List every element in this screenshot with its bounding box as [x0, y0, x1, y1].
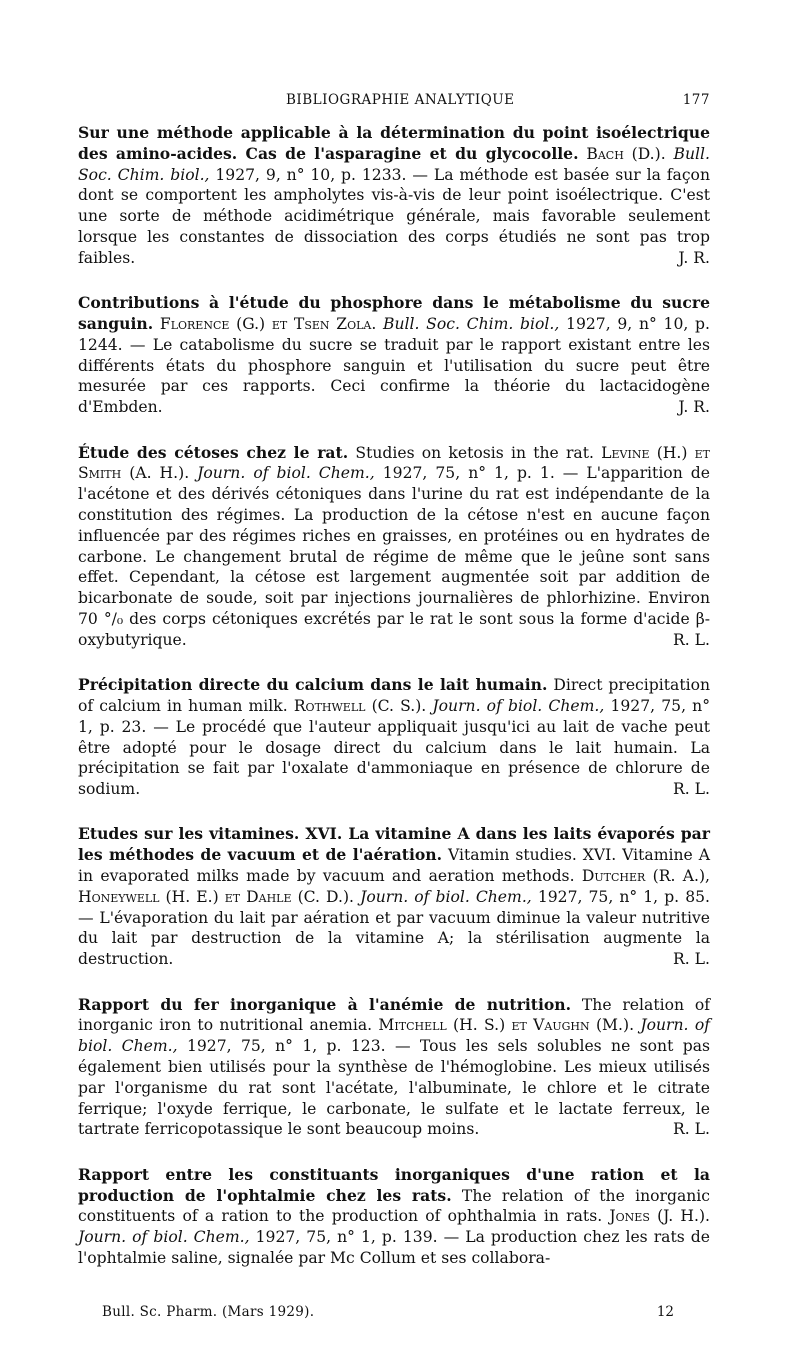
entry-abstract: — L'apparition de l'acétone et des dérivés cétoniques dans l'urine du rat est indépendante de la constitution des régimes. La production de la cétose n'est en aucune façon influencée par des régimes riches en graisses, en protéines ou en hydrates de carbone. Le changement brutal de régime de même que le jeûne sont sans effet. Cependant, la cétose est largement augmentée soit par addition de bicarbonate de soude, soit par injections journalières de phlorhizine. Environ 70 °/₀ des corps cétoniques excrétés par le rat le sont sous la forme d'acide β-oxybutyrique.	[78, 464, 710, 649]
entry-journal: Bull. Soc. Chim. biol.,	[383, 314, 560, 333]
entry-author: Florence (G.) et Tsen Zola.	[159, 314, 377, 333]
page-number: 177	[682, 92, 710, 108]
entry-english-title: Studies on ketosis in the rat.	[355, 443, 594, 462]
entry-title: Rapport du fer inorganique à l'anémie de nutrition.	[78, 994, 572, 1014]
entry-journal: Bull. Soc. Chim. biol.,	[78, 144, 710, 184]
entry-initials: R. L.	[673, 1120, 710, 1139]
bibliography-entry	[78, 123, 710, 269]
entry-reference: 1927, 75, n° 1, p. 139.	[255, 1228, 438, 1247]
entry-author: Mitchell (H. S.) et Vaughn (M.).	[378, 1016, 635, 1035]
entry-author: Jones (J. H.).	[609, 1207, 710, 1226]
entry-english-title: The relation of the inorganic constituents of a ration to the production of ophthalmia in rats.	[78, 1186, 711, 1226]
entry-author: Bach (D.).	[586, 144, 666, 163]
entry-initials: J. R.	[678, 398, 710, 417]
entry-initials: J. R.	[678, 248, 710, 267]
entry-journal: Journ. of biol. Chem.,	[360, 887, 532, 906]
entry-author: Dutcher (R. A.), Honeywell (H. E.) et Dahle (C. D.).	[78, 867, 710, 906]
entry-english-title: Vitamin studies. XVI. Vitamine A in evaporated milks made by vacuum and aeration methods.	[78, 846, 710, 886]
entry-reference: 1927, 75, n° 1, p. 1.	[382, 464, 555, 483]
entry-title: Précipitation directe du calcium dans le lait humain.	[78, 675, 548, 695]
bibliography-entry	[78, 293, 710, 418]
document-body	[78, 123, 710, 1293]
entry-title: Rapport entre les constituants inorganiques d'une ration et la production de l'ophtalmie chez les rats.	[78, 1164, 710, 1205]
entry-reference: 1927, 75, n° 1, p. 85.	[537, 887, 710, 906]
entry-reference: 1927, 75, n° 1, p. 23.	[78, 696, 710, 736]
entry-english-title: Direct precipitation of calcium in human milk.	[78, 676, 710, 715]
entry-title: Etudes sur les vitamines. XVI. La vitamine A dans les laits évaporés par les méthodes de vacuum et de l'aération.	[78, 824, 710, 865]
entry-journal: Journ. of biol. Chem.,	[78, 1016, 710, 1056]
entry-title: Contributions à l'étude du phosphore dans le métabolisme du sucre sanguin.	[78, 293, 710, 333]
entry-abstract: — La production chez les rats de l'ophtalmie saline, signalée par Mc Collum et ses collabora-	[78, 1228, 710, 1268]
entry-abstract: — La méthode est basée sur la façon dont se comportent les ampholytes vis-à-vis de leur point isoélectrique. C'est une sorte de méthode acidimétrique générale, mais favorable seulement lorsque les constantes de dissociation des corps étudiés ne sont pas trop faibles.	[78, 165, 710, 267]
entry-author: Levine (H.) et Smith (A. H.).	[78, 443, 710, 483]
bibliography-entry	[78, 675, 710, 800]
entry-journal: Journ. of biol. Chem.,	[197, 464, 375, 483]
entry-title: Sur une méthode applicable à la détermination du point isoélectrique des amino-acides. Cas de l'asparagine et du glycocolle.	[78, 123, 710, 163]
entry-title: Étude des cétoses chez le rat.	[78, 442, 349, 462]
section-title: BIBLIOGRAPHIE ANALYTIQUE	[286, 92, 515, 108]
bibliography-entry	[78, 995, 710, 1141]
bibliography-entry	[78, 824, 710, 970]
running-header	[78, 92, 710, 112]
entry-author: Rothwell (C. S.).	[293, 696, 427, 715]
entry-journal: Journ. of biol. Chem.,	[78, 1228, 250, 1247]
entry-initials: R. L.	[673, 630, 710, 649]
journal-issue: Bull. Sc. Pharm. (Mars 1929).	[102, 1304, 315, 1320]
signature-number: 12	[656, 1304, 674, 1320]
entry-abstract: — Le catabolisme du sucre se traduit par le rapport existant entre les différents états du phosphore sanguin et l'utilisation du sucre peut être mesurée par ces rapports. Ceci confirme la théorie du lactacidogène d'Embden.	[78, 335, 710, 417]
entry-reference: 1927, 9, n° 10, p. 1244.	[78, 314, 710, 354]
bibliography-entry	[78, 443, 710, 651]
entry-reference: 1927, 75, n° 1, p. 123.	[186, 1037, 386, 1056]
page-footer	[102, 1304, 674, 1324]
entry-english-title: The relation of inorganic iron to nutritional anemia.	[78, 995, 710, 1035]
entry-abstract: — Le procédé que l'auteur appliquait jusqu'ici au lait de vache peut être adopté pour le dosage direct du calcium dans le lait humain. La précipitation se fait par l'oxalate d'ammoniaque en présence de chlorure de sodium.	[78, 717, 710, 799]
entry-abstract: — L'évaporation du lait par aération et par vacuum diminue la valeur nutritive du lait par destruction de la vitamine A; la stérilisation augmente la destruction.	[78, 908, 710, 969]
entry-journal: Journ. of biol. Chem.,	[432, 696, 605, 715]
bibliography-entry	[78, 1165, 710, 1269]
entry-initials: R. L.	[673, 950, 710, 969]
entry-initials: R. L.	[673, 780, 710, 799]
entry-abstract: — Tous les sels solubles ne sont pas également bien utilisés pour la synthèse de l'hémoglobine. Les mieux utilisés par l'organisme du rat sont l'acétate, l'albuminate, le chlore et le citrate ferrique; l'oxyde ferrique, le carbonate, le sulfate et le lactate ferreux, le tartrate ferricopotassique le sont beaucoup moins.	[78, 1037, 711, 1139]
entry-reference: 1927, 9, n° 10, p. 1233.	[215, 165, 407, 184]
